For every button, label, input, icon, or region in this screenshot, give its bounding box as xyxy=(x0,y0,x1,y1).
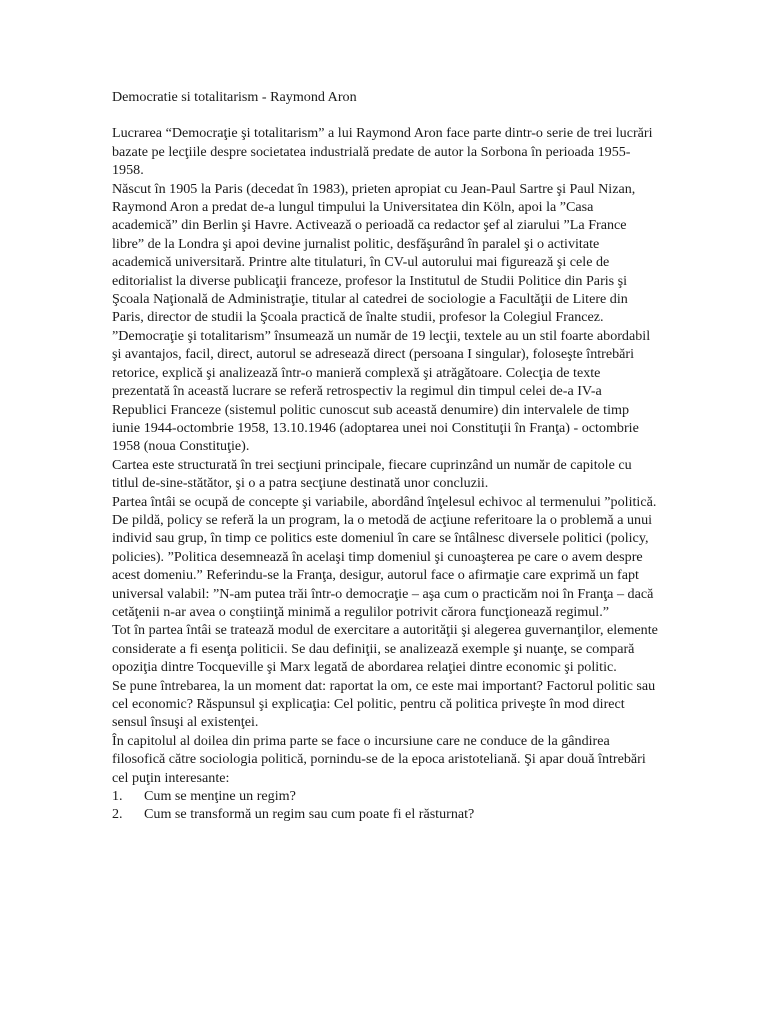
paragraph-chapter-two: În capitolul al doilea din prima parte se face o incursiune care ne conduce de la gândirea filosofică către sociologia politică, pornindu-se de la epoca aristoteliană. Şi apar două întrebări cel puţin interesante: xyxy=(112,732,646,786)
paragraph-part-one: Partea întâi se ocupă de concepte şi variabile, abordând înţelesul echivoc al termenului ”politică. De pildă, policy se referă la un program, la o metodă de acţiune referitoare la o problemă a unui individ sau grup, în timp ce politics este domeniul în care se întâlnesc diversele politici (policy, policies). ”Politica desemnează în acelaşi timp domeniul şi cunoaşterea pe care o avem despre acest domeniu.” Referindu-se la Franţa, desigur, autorul face o afirmaţie care exprimă un fapt universal valabil: ”N-am putea trăi într-o democraţie – aşa cum o practicăm noi în Franţa – dacă cetăţenii n-ar avea o conştiinţă minimă a regulilor potrivit cărora funcţionează regimul.” xyxy=(112,493,657,620)
list-item xyxy=(112,787,660,805)
paragraph-intro: Lucrarea “Democraţie şi totalitarism” a lui Raymond Aron face parte dintr-o serie de trei lucrări bazate pe lecţiile despre societatea industrială predate de autor la Sorbona în perioada 1955-1958. xyxy=(112,125,653,179)
paragraph-question: Se pune întrebarea, la un moment dat: raportat la om, ce este mai important? Factorul politic sau cel economic? Răspunsul şi explicaţia: Cel politic, pentru că politica priveşte în mod direct sensul însuşi al existenţei. xyxy=(112,677,656,731)
paragraph-structure: Cartea este structurată în trei secţiuni principale, fiecare cuprinzând un număr de capitole cu titlul de-sine-stătător, şi o a patra secţiune destinată unor concluzii. xyxy=(112,456,632,492)
list-item-number: 2. xyxy=(112,806,123,823)
paragraph-lessons: ”Democraţie şi totalitarism” însumează un număr de 19 lecţii, textele au un stil foarte abordabil şi avantajos, facil, direct, autorul se adresează direct (persoana I singular), foloseşte întrebări retorice, explică şi analizează într-o manieră complexă şi atrăgătoare. Colecţia de texte prezentată în această lucrare se referă retrospectiv la regimul din timpul celei de-a IV-a Republici Franceze (sistemul politic cunoscut sub această denumire) din intervalele de timp iunie 1944-octombrie 1958, 13.10.1946 (adoptarea unei noi Constituţii în Franţa) - octombrie 1958 (noua Constituţie). xyxy=(112,327,651,455)
list-item xyxy=(112,805,660,823)
paragraph-biography: Născut în 1905 la Paris (decedat în 1983), prieten apropiat cu Jean-Paul Sartre şi Paul Nizan, Raymond Aron a predat de-a lungul timpului la Universitatea din Köln, apoi la ”Casa academică” din Berlin şi Havre. Activează o perioadă ca redactor şef al ziarului ”La France libre” de la Londra şi apoi devine jurnalist politic, desfăşurând în paralel şi o activitate academică universitară. Printre alte titulaturi, în CV-ul autorului mai figurează şi cele de editorialist la diverse publicaţii franceze, profesor la Institutul de Studii Politice din Paris şi Şcoala Naţională de Administraţie, titular al catedrei de sociologie a Facultăţii de Litere din Paris, director de studii la Şcoala practică de înalte studii, profesor la Colegiul Francez. xyxy=(112,180,636,326)
list-item-number: 1. xyxy=(112,788,123,805)
list-item-text: Cum se menţine un regim? xyxy=(144,788,296,805)
paragraph-authority: Tot în partea întâi se tratează modul de exercitare a autorităţii şi alegerea guvernanţilor, elemente considerate a fi esenţa politicii. Se dau definiţii, se analizează exemple şi nuanţe, se compară opoziţia dintre Tocqueville şi Marx legată de abordarea relaţiei dintre economic şi politic. xyxy=(112,622,658,676)
list-item-text: Cum se transformă un regim sau cum poate fi el răsturnat? xyxy=(144,806,475,823)
question-list xyxy=(112,787,660,824)
document-page xyxy=(112,88,660,824)
document-title: Democratie si totalitarism - Raymond Aron xyxy=(112,89,357,105)
